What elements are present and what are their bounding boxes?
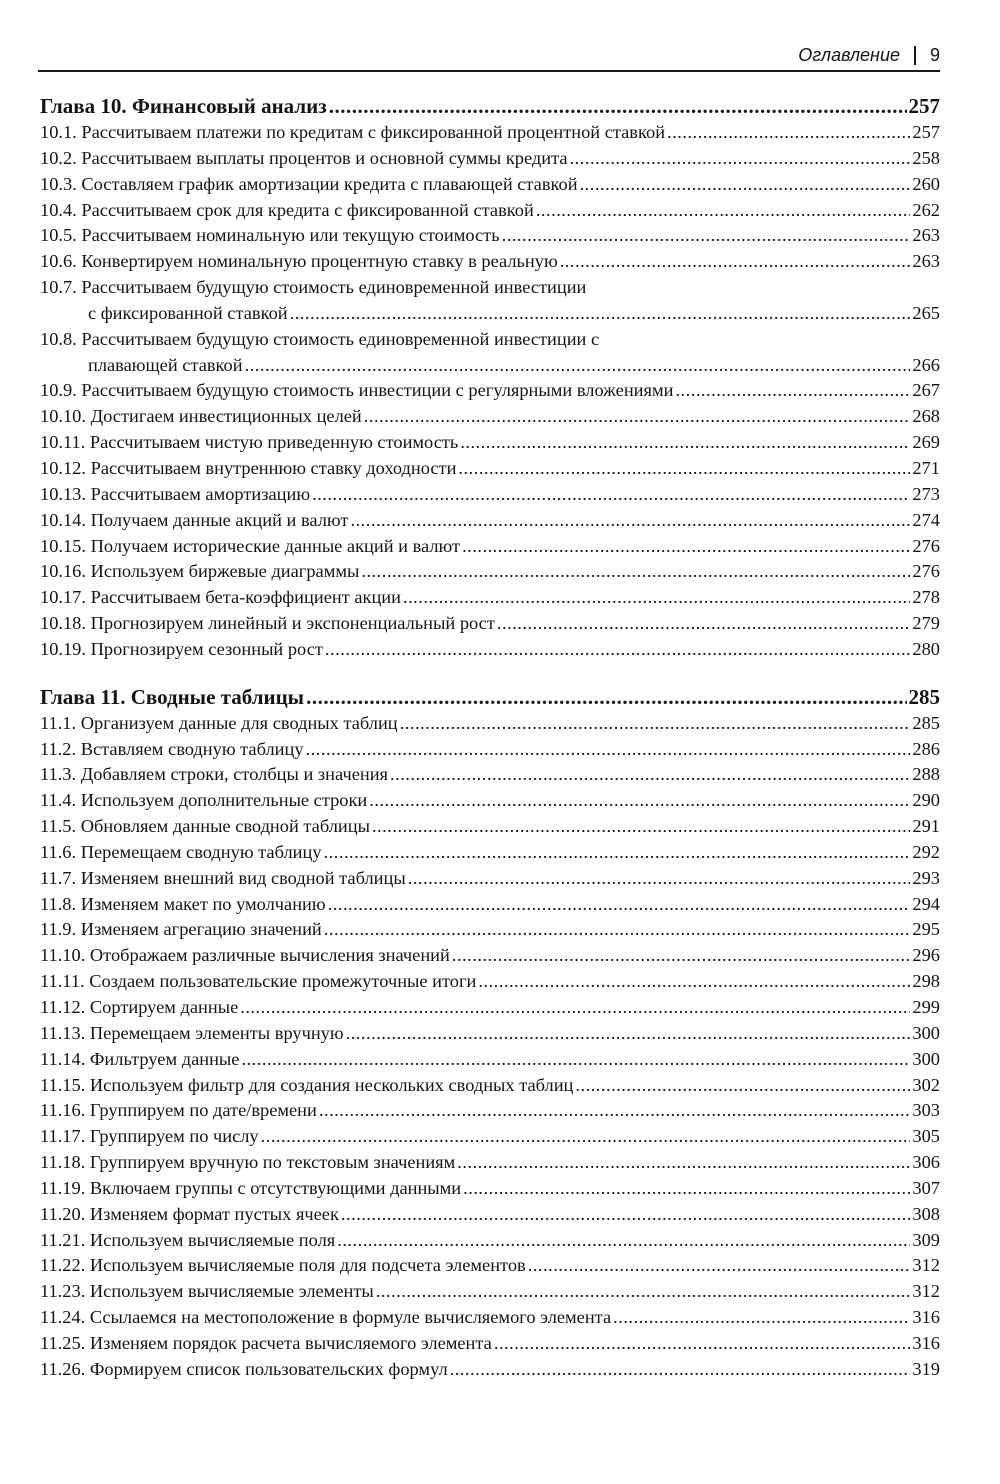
entry-number: 11.12.	[40, 997, 86, 1017]
entry-number: 11.13.	[40, 1022, 86, 1043]
entry-page-number: 299	[912, 997, 940, 1017]
entry-number: 11.16.	[40, 1100, 86, 1121]
entry-page-number: 260	[912, 173, 940, 194]
entry-number: 10.17.	[40, 587, 86, 608]
dot-leader	[528, 1255, 911, 1276]
dot-leader	[570, 148, 911, 169]
entry-number: 10.8.	[40, 328, 77, 349]
dot-leader	[290, 303, 911, 324]
entry-title: Прогнозируем линейный и экспоненциальный рост	[90, 613, 495, 634]
entry-title: Группируем вручную по текстовым значениям	[89, 1152, 456, 1173]
running-header-section: Оглавление	[798, 44, 900, 65]
entry-title: Группируем по дате/времени	[89, 1100, 317, 1121]
toc-entry	[40, 174, 940, 200]
entry-page-number: 263	[912, 225, 940, 246]
toc-entry	[40, 997, 940, 1023]
toc-entry	[40, 536, 940, 562]
entry-title: Получаем данные акций и валют	[90, 509, 349, 530]
dot-leader	[376, 1281, 911, 1302]
dot-leader	[403, 587, 910, 608]
dot-leader	[312, 484, 910, 505]
entry-page-number: 269	[912, 432, 940, 453]
entry-number: 11.17.	[40, 1126, 86, 1147]
dot-leader	[319, 1100, 911, 1121]
entry-page-number: 279	[912, 613, 940, 634]
entry-page-number: 278	[912, 587, 940, 608]
entry-number: 10.7.	[40, 277, 77, 298]
dot-leader	[325, 639, 910, 660]
entry-number: 11.14.	[40, 1048, 86, 1069]
toc-entry	[40, 432, 940, 458]
entry-page-number: 280	[912, 638, 940, 659]
dot-leader	[346, 1023, 911, 1044]
entry-page-number: 292	[912, 841, 940, 862]
toc-entry	[40, 1255, 940, 1281]
entry-page-number: 316	[912, 1307, 940, 1328]
entry-page-number: 302	[912, 1074, 940, 1095]
dot-leader	[478, 971, 910, 992]
toc-entry-continuation	[40, 355, 940, 381]
toc-entry	[40, 561, 940, 587]
dot-leader	[369, 790, 910, 811]
dot-leader	[341, 1204, 910, 1225]
entry-number: 10.9.	[40, 380, 77, 401]
entry-number: 11.1.	[40, 712, 77, 733]
toc-entry	[40, 510, 940, 536]
entry-page-number: 273	[912, 483, 940, 504]
entry-title: Вставляем сводную таблицу	[80, 738, 304, 759]
running-header	[38, 40, 940, 72]
entry-number: 10.16.	[40, 561, 86, 582]
entry-page-number: 295	[912, 919, 940, 940]
toc-entry	[40, 587, 940, 613]
entry-title-continuation: с фиксированной ставкой	[88, 302, 288, 323]
entry-page-number: 308	[912, 1203, 940, 1224]
entry-title: Рассчитываем внутреннюю ставку доходности	[90, 457, 457, 478]
toc-entry	[40, 1023, 940, 1049]
entry-title: Ссылаемся на местоположение в формуле вычисляемого элемента	[89, 1307, 612, 1328]
entry-page-number: 303	[912, 1100, 940, 1121]
entry-title: Рассчитываем выплаты процентов и основной суммы кредита	[81, 147, 568, 168]
toc-entry	[40, 971, 940, 997]
dot-leader	[463, 1178, 910, 1199]
toc-entry	[40, 713, 940, 739]
dot-leader	[536, 200, 911, 221]
toc-entry	[40, 1049, 940, 1075]
toc-entry	[40, 1075, 940, 1101]
dot-leader	[575, 1075, 910, 1096]
entry-number: 11.26.	[40, 1358, 86, 1379]
entry-title: Используем вычисляемые поля	[89, 1229, 336, 1250]
entry-page-number: 291	[912, 816, 940, 837]
dot-leader	[667, 122, 910, 143]
entry-title: Рассчитываем номинальную или текущую стоимость	[81, 225, 500, 246]
dot-leader	[502, 225, 911, 246]
entry-title: Включаем группы с отсутствующими данными	[89, 1177, 462, 1198]
entry-title: Организуем данные для сводных таблиц	[80, 712, 398, 733]
toc-entry	[40, 1152, 940, 1178]
entry-number: 11.23.	[40, 1281, 86, 1302]
entry-title: Рассчитываем будущую стоимость инвестиции с регулярными вложениями	[81, 380, 674, 401]
toc-entry	[40, 1281, 940, 1307]
toc-entry	[40, 1178, 940, 1204]
entry-title: Используем фильтр для создания нескольких сводных таблиц	[89, 1074, 574, 1095]
running-header-page-number: 9	[929, 44, 940, 65]
entry-page-number: 268	[912, 406, 940, 427]
toc-entry	[40, 816, 940, 842]
dot-leader	[245, 355, 911, 376]
toc-entry	[40, 764, 940, 790]
entry-title: Изменяем макет по умолчанию	[80, 893, 326, 914]
entry-title: Конвертируем номинальную процентную ставку в реальную	[81, 251, 558, 272]
toc-entry	[40, 1100, 940, 1126]
dot-leader	[450, 1359, 911, 1380]
dot-leader	[241, 1049, 910, 1070]
entry-number: 11.24.	[40, 1307, 86, 1328]
toc-entry	[40, 122, 940, 148]
entry-number: 11.15.	[40, 1074, 86, 1095]
entry-page-number: 298	[912, 971, 940, 992]
entry-title: Перемещаем элементы вручную	[89, 1022, 344, 1043]
entry-page-number: 265	[912, 302, 940, 323]
entry-page-number: 312	[912, 1255, 940, 1276]
entry-title: Прогнозируем сезонный рост	[90, 638, 323, 659]
chapter-title: Глава 10. Финансовый анализ	[40, 94, 327, 118]
entry-page-number: 309	[912, 1229, 940, 1250]
dot-leader	[675, 380, 910, 401]
entry-title: Используем вычисляемые поля для подсчета элементов	[89, 1255, 526, 1276]
dot-leader	[580, 174, 911, 195]
entry-page-number: 266	[912, 354, 940, 375]
entry-number: 11.10.	[40, 945, 86, 966]
dot-leader	[306, 739, 911, 760]
toc-entry	[40, 1230, 940, 1256]
entry-number: 11.21.	[40, 1229, 86, 1250]
entry-number: 10.13.	[40, 483, 86, 504]
entry-title: Изменяем формат пустых ячеек	[89, 1203, 339, 1224]
toc-entry	[40, 1359, 940, 1385]
entry-number: 10.15.	[40, 535, 86, 556]
dot-leader	[329, 94, 907, 119]
entry-title-continuation: плавающей ставкой	[88, 354, 243, 375]
entry-number: 11.19.	[40, 1177, 86, 1198]
entry-title: Рассчитываем срок для кредита с фиксированной ставкой	[81, 199, 534, 220]
toc-entry	[40, 1333, 940, 1359]
entry-number: 11.25.	[40, 1332, 86, 1353]
dot-leader	[613, 1307, 910, 1328]
entry-page-number: 288	[912, 764, 940, 785]
header-separator	[914, 46, 916, 65]
entry-page-number: 307	[912, 1177, 940, 1198]
entry-title: Рассчитываем чистую приведенную стоимость	[89, 432, 459, 453]
dot-leader	[390, 764, 910, 785]
entry-page-number: 276	[912, 561, 940, 582]
dot-leader	[324, 919, 911, 940]
toc-entry	[40, 1126, 940, 1152]
entry-number: 10.19.	[40, 638, 86, 659]
entry-page-number: 257	[912, 122, 940, 142]
entry-number: 10.1.	[40, 122, 77, 142]
chapter-gap	[40, 665, 940, 685]
entry-title: Используем дополнительные строки	[80, 790, 368, 811]
toc-entry	[40, 484, 940, 510]
entry-title: Рассчитываем платежи по кредитам с фиксированной процентной ставкой	[81, 122, 666, 142]
toc-entry	[40, 868, 940, 894]
entry-page-number: 305	[912, 1126, 940, 1147]
entry-number: 11.4.	[40, 790, 77, 811]
entry-number: 11.11.	[40, 971, 85, 992]
dot-leader	[372, 816, 910, 837]
toc-entry	[40, 225, 940, 251]
toc-entry	[40, 1307, 940, 1333]
entry-number: 11.22.	[40, 1255, 86, 1276]
entry-title: Используем биржевые диаграммы	[90, 561, 360, 582]
entry-title: Обновляем данные сводной таблицы	[80, 816, 370, 837]
chapter-heading	[40, 94, 940, 122]
entry-number: 11.2.	[40, 738, 77, 759]
entry-page-number: 290	[912, 790, 940, 811]
chapter-title: Глава 11. Сводные таблицы	[40, 684, 305, 709]
entry-page-number: 285	[912, 712, 940, 733]
toc-entry	[40, 739, 940, 765]
dot-leader	[462, 536, 910, 557]
chapter-page-number: 257	[908, 94, 940, 118]
dot-leader	[324, 842, 911, 863]
entry-title: Получаем исторические данные акций и валют	[90, 535, 461, 556]
entry-number: 11.9.	[40, 919, 77, 940]
chapter-heading	[40, 685, 940, 713]
dot-leader	[350, 510, 910, 531]
entry-number: 10.6.	[40, 251, 77, 272]
chapter-page-number: 285	[908, 684, 940, 709]
dot-leader	[458, 458, 910, 479]
entry-page-number: 267	[912, 380, 940, 401]
toc-entry	[40, 200, 940, 226]
dot-leader	[452, 945, 911, 966]
dot-leader	[408, 868, 911, 889]
entry-page-number: 319	[912, 1358, 940, 1379]
toc-entry	[40, 406, 940, 432]
entry-number: 11.8.	[40, 893, 77, 914]
dot-leader	[306, 685, 906, 710]
entry-page-number: 274	[912, 509, 940, 530]
dot-leader	[240, 997, 910, 1018]
entry-number: 10.18.	[40, 613, 86, 634]
toc-entry	[40, 458, 940, 484]
entry-title: Рассчитываем амортизацию	[90, 483, 311, 504]
entry-page-number: 306	[912, 1152, 940, 1173]
entry-title: Рассчитываем бета-коэффициент акции	[90, 587, 401, 608]
toc-entry	[40, 148, 940, 174]
entry-number: 10.5.	[40, 225, 77, 246]
dot-leader	[460, 432, 910, 453]
entry-number: 10.3.	[40, 173, 77, 194]
entry-title: Используем вычисляемые элементы	[89, 1281, 374, 1302]
entry-page-number: 293	[912, 867, 940, 888]
entry-page-number: 312	[912, 1281, 940, 1302]
entry-title: Изменяем порядок расчета вычисляемого элемента	[89, 1332, 492, 1353]
entry-title: Создаем пользовательские промежуточные итоги	[89, 971, 477, 992]
entry-title: Отображаем различные вычисления значений	[89, 945, 450, 966]
entry-number: 11.18.	[40, 1152, 86, 1173]
entry-title: Рассчитываем будущую стоимость единовременной инвестиции	[81, 277, 587, 298]
entry-title: Достигаем инвестиционных целей	[90, 406, 362, 427]
entry-page-number: 263	[912, 251, 940, 272]
dot-leader	[261, 1126, 911, 1147]
entry-title: Изменяем агрегацию значений	[80, 919, 322, 940]
toc-entry	[40, 251, 940, 277]
toc-entry	[40, 329, 940, 355]
entry-number: 11.6.	[40, 841, 77, 862]
entry-page-number: 286	[912, 738, 940, 759]
entry-page-number: 294	[912, 893, 940, 914]
toc-entry	[40, 790, 940, 816]
entry-page-number: 296	[912, 945, 940, 966]
entry-title: Сортируем данные	[89, 997, 239, 1017]
entry-number: 10.11.	[40, 432, 86, 453]
entry-page-number: 258	[912, 147, 940, 168]
entry-title: Формируем список пользовательских формул	[89, 1358, 448, 1379]
entry-page-number: 276	[912, 535, 940, 556]
toc-entry	[40, 842, 940, 868]
toc-entry	[40, 919, 940, 945]
dot-leader	[337, 1230, 910, 1251]
entry-number: 10.4.	[40, 199, 77, 220]
entry-number: 10.14.	[40, 509, 86, 530]
entry-number: 11.5.	[40, 816, 77, 837]
dot-leader	[497, 613, 911, 634]
dot-leader	[361, 561, 910, 582]
toc-entry	[40, 639, 940, 665]
entry-page-number: 300	[912, 1022, 940, 1043]
entry-number: 10.2.	[40, 147, 77, 168]
entry-title: Группируем по числу	[89, 1126, 259, 1147]
dot-leader	[328, 894, 911, 915]
entry-page-number: 262	[912, 199, 940, 220]
dot-leader	[457, 1152, 910, 1173]
entry-title: Составляем график амортизации кредита с плавающей ставкой	[81, 173, 578, 194]
entry-title: Добавляем строки, столбцы и значения	[80, 764, 389, 785]
entry-title: Рассчитываем будущую стоимость единовременной инвестиции с	[81, 328, 600, 349]
toc-entry	[40, 277, 940, 303]
entry-number: 10.12.	[40, 457, 86, 478]
entry-title: Изменяем внешний вид сводной таблицы	[80, 867, 406, 888]
entry-number: 10.10.	[40, 406, 86, 427]
entry-page-number: 300	[912, 1048, 940, 1069]
dot-leader	[560, 251, 911, 272]
toc-entry	[40, 894, 940, 920]
toc-entry-continuation	[40, 303, 940, 329]
entry-page-number: 316	[912, 1332, 940, 1353]
dot-leader	[364, 406, 911, 427]
entry-page-number: 271	[912, 457, 940, 478]
entry-title: Фильтруем данные	[89, 1048, 240, 1069]
toc-entry	[40, 945, 940, 971]
toc-entry	[40, 1204, 940, 1230]
dot-leader	[494, 1333, 911, 1354]
table-of-contents	[40, 94, 940, 1385]
entry-number: 11.3.	[40, 764, 77, 785]
entry-title: Перемещаем сводную таблицу	[80, 841, 322, 862]
toc-entry	[40, 380, 940, 406]
toc-entry	[40, 613, 940, 639]
entry-number: 11.20.	[40, 1203, 86, 1224]
entry-number: 11.7.	[40, 867, 77, 888]
dot-leader	[400, 713, 911, 734]
